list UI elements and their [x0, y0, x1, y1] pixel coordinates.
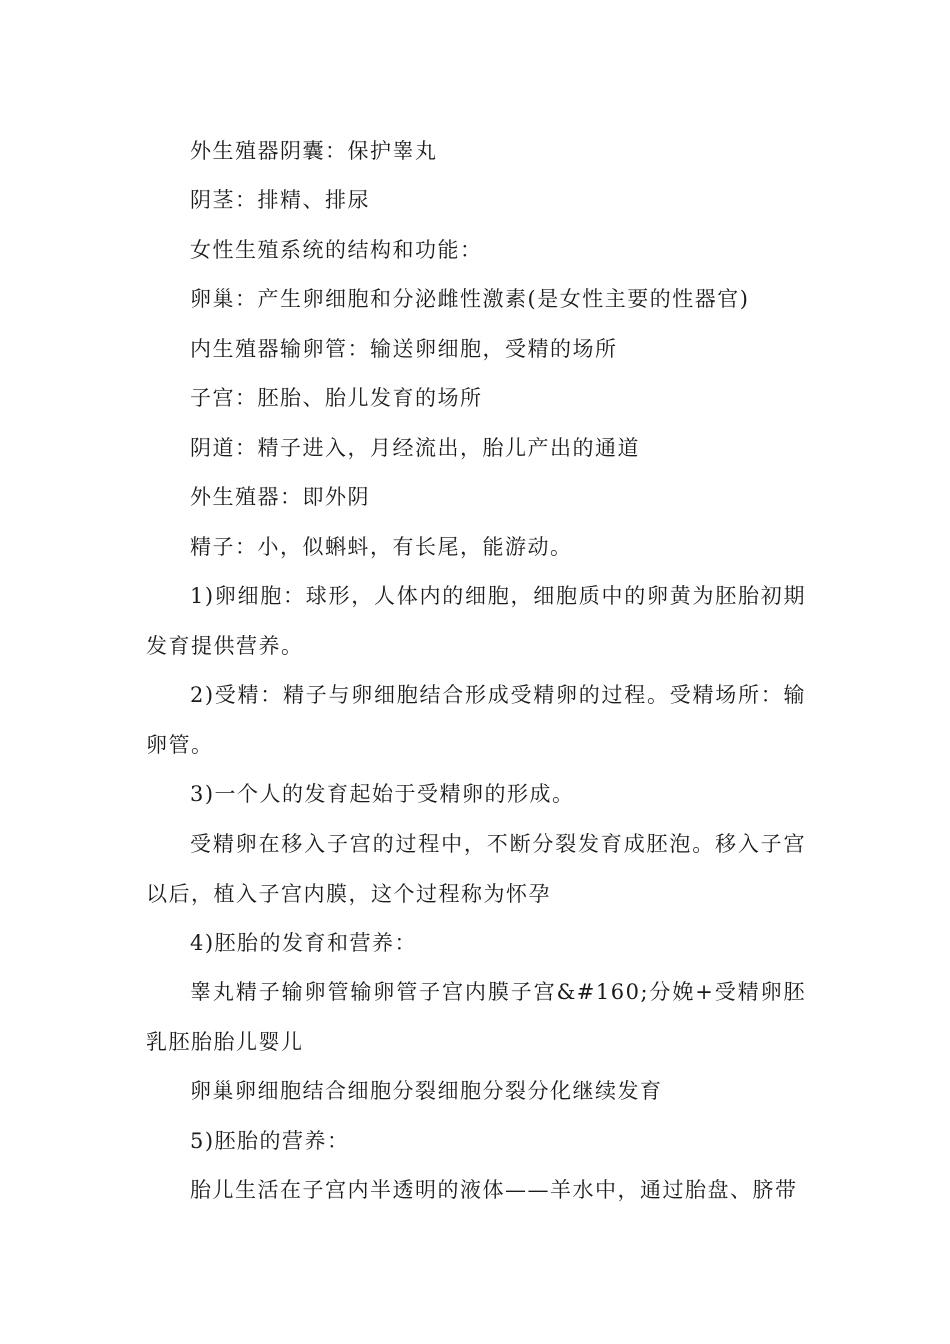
paragraph: 2)受精：精子与卵细胞结合形成受精卵的过程。受精场所：输卵管。 — [146, 683, 806, 757]
paragraph: 睾丸精子输卵管输卵管子宫内膜子宫&#160;分娩+受精卵胚乳胚胎胎儿婴儿 — [146, 980, 806, 1054]
paragraph: 受精卵在移入子宫的过程中，不断分裂发育成胚泡。移入子宫以后，植入子宫内膜，这个过程称为怀孕 — [146, 832, 806, 906]
paragraph: 外生殖器阴囊：保护睾丸 — [190, 139, 438, 163]
paragraph: 卵巢卵细胞结合细胞分裂细胞分裂分化继续发育 — [190, 1079, 663, 1103]
paragraph: 4)胚胎的发育和营养： — [190, 931, 418, 955]
paragraph: 1)卵细胞：球形，人体内的细胞，细胞质中的卵黄为胚胎初期发育提供营养。 — [146, 584, 806, 658]
paragraph: 女性生殖系统的结构和功能： — [190, 238, 483, 262]
paragraph: 阴茎：排精、排尿 — [190, 188, 370, 212]
paragraph: 内生殖器输卵管：输送卵细胞，受精的场所 — [190, 337, 618, 361]
paragraph: 精子：小，似蝌蚪，有长尾，能游动。 — [190, 535, 573, 559]
paragraph: 5)胚胎的营养： — [190, 1129, 350, 1153]
paragraph: 外生殖器：即外阴 — [190, 485, 370, 509]
paragraph: 子宫：胚胎、胎儿发育的场所 — [190, 386, 483, 410]
paragraph: 3)一个人的发育起始于受精卵的形成。 — [190, 782, 575, 806]
paragraph: 卵巢：产生卵细胞和分泌雌性激素(是女性主要的性器官) — [190, 287, 750, 311]
paragraph: 胎儿生活在子宫内半透明的液体——羊水中，通过胎盘、脐带 — [190, 1178, 798, 1202]
paragraph: 阴道：精子进入，月经流出，胎儿产出的通道 — [190, 436, 640, 460]
